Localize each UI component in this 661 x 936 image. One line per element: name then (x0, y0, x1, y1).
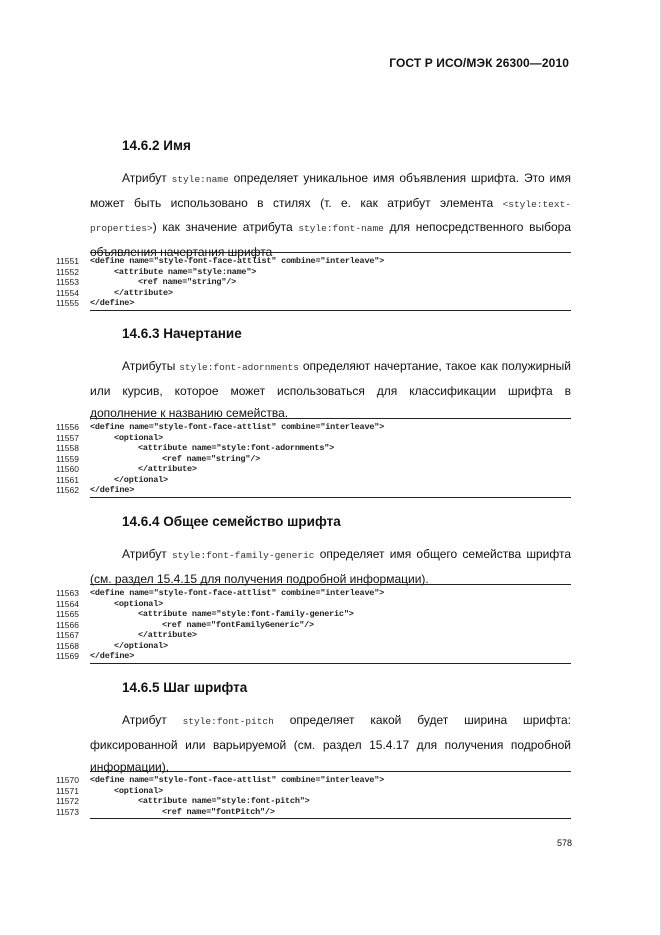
line-number: 11573 (55, 806, 79, 817)
code-text: </define> (90, 485, 135, 495)
paragraph-text: Атрибут (122, 713, 183, 727)
code-line (0, 256, 661, 267)
code-text: <attribute name="style:font-adornments"> (138, 443, 335, 453)
code-line (0, 464, 661, 475)
code-text: </optional> (114, 474, 168, 485)
page-header-standard: ГОСТ Р ИСО/МЭК 26300—2010 (389, 56, 569, 70)
code-text: </attribute> (138, 630, 197, 640)
code-line (0, 267, 661, 278)
code-line (0, 433, 661, 444)
code-text: <optional> (114, 598, 164, 609)
paragraph-text: Атрибут (122, 171, 172, 185)
code-text: </define> (90, 651, 135, 661)
line-number: 11564 (55, 598, 79, 609)
paragraph-text: Атрибуты (122, 359, 180, 373)
paragraph-text: определяет какой будет ширина шрифта: фиксированной или варьируемой (см. раздел 15.4.17 для получения подробной информации). (90, 713, 571, 774)
code-line (0, 775, 661, 786)
section-title: 14.6.4 Общее семейство шрифта (122, 514, 341, 529)
line-number: 11558 (55, 443, 79, 453)
inline-code: style:font-adornments (179, 362, 299, 373)
inline-code: style:font-family-generic (171, 550, 315, 561)
section-paragraph (90, 709, 571, 779)
code-line (0, 651, 661, 662)
paragraph-text: Атрибут (122, 547, 172, 561)
code-line (0, 796, 661, 807)
section-title: 14.6.2 Имя (122, 138, 191, 153)
code-text: </optional> (114, 640, 168, 651)
line-number: 11561 (55, 474, 79, 485)
code-line (0, 475, 661, 486)
line-number: 11563 (55, 588, 79, 598)
paragraph-text: для непосредственного выбора объявления начертания шрифта (90, 220, 571, 259)
code-line (0, 288, 661, 299)
code-text: </attribute> (114, 287, 173, 298)
code-text: <define name="style-font-face-attlist" combine="interleave"> (90, 256, 385, 266)
section-title: 14.6.5 Шаг шрифта (122, 680, 248, 695)
section-14-6-4 (90, 514, 571, 590)
code-text: </attribute> (138, 464, 197, 474)
line-number: 11552 (55, 266, 79, 277)
code-text: </define> (90, 298, 135, 308)
inline-code: <style:text-properties> (90, 198, 571, 234)
code-text: <ref name="string"/> (138, 277, 237, 287)
line-number: 11571 (55, 785, 79, 796)
code-line (0, 443, 661, 454)
code-text: <ref name="fontPitch"/> (162, 806, 275, 817)
line-number: 11554 (55, 287, 79, 298)
code-text: <define name="style-font-face-attlist" combine="interleave"> (90, 588, 385, 598)
code-text: <define name="style-font-face-attlist" combine="interleave"> (90, 775, 385, 785)
code-text: <attribute name="style:font-pitch"> (138, 796, 310, 806)
line-number: 11555 (55, 298, 79, 308)
inline-code: style:name (171, 174, 229, 185)
line-number: 11553 (55, 277, 79, 287)
paragraph-text: определяют начертание, такое как полужирный или курсив, которое может использоваться для классификации шрифта в дополнение к названию семейства. (90, 359, 571, 420)
code-line (0, 620, 661, 631)
paragraph-text: определяет имя общего семейства шрифта (см. раздел 15.4.15 для получения подробной информации). (90, 547, 571, 586)
line-number: 11565 (55, 609, 79, 619)
code-line (0, 277, 661, 288)
section-14-6-3 (90, 326, 571, 425)
section-14-6-5 (90, 680, 571, 779)
paragraph-text: определяет уникальное имя объявления шрифта. Это имя может быть использовано в стилях (т. е. как атрибут элемента (90, 171, 571, 210)
section-paragraph (90, 355, 571, 425)
code-text: <ref name="string"/> (162, 453, 261, 464)
line-number: 11566 (55, 619, 79, 630)
page-number: 578 (557, 838, 573, 848)
code-line (0, 485, 661, 496)
inline-code: style:font-name (298, 223, 384, 234)
line-number: 11559 (55, 453, 79, 464)
line-number: 11557 (55, 432, 79, 443)
paragraph-text: ) как значение атрибута (152, 220, 299, 234)
code-line (0, 599, 661, 610)
line-number: 11556 (55, 422, 79, 432)
section-paragraph (90, 167, 571, 263)
code-text: <attribute name="style:font-family-generic"> (138, 609, 354, 619)
code-line (0, 422, 661, 433)
code-line (0, 609, 661, 620)
line-number: 11569 (55, 651, 79, 661)
code-line (0, 641, 661, 652)
line-number: 11551 (55, 256, 79, 266)
inline-code: style:font-pitch (182, 716, 274, 727)
line-number: 11568 (55, 640, 79, 651)
section-14-6-2 (90, 138, 571, 263)
code-text: <attribute name="style:name"> (114, 266, 257, 277)
code-line (0, 588, 661, 599)
code-line (0, 786, 661, 797)
line-number: 11570 (55, 775, 79, 785)
line-number: 11562 (55, 485, 79, 495)
code-text: <define name="style-font-face-attlist" combine="interleave"> (90, 422, 385, 432)
code-text: <optional> (114, 785, 164, 796)
code-text: <optional> (114, 432, 164, 443)
line-number: 11572 (55, 796, 79, 806)
code-line (0, 630, 661, 641)
code-line (0, 807, 661, 818)
code-text: <ref name="fontFamilyGeneric"/> (162, 619, 314, 630)
line-number: 11560 (55, 464, 79, 474)
code-line (0, 454, 661, 465)
code-line (0, 298, 661, 309)
line-number: 11567 (55, 630, 79, 640)
section-paragraph (90, 543, 571, 590)
section-title: 14.6.3 Начертание (122, 326, 242, 341)
